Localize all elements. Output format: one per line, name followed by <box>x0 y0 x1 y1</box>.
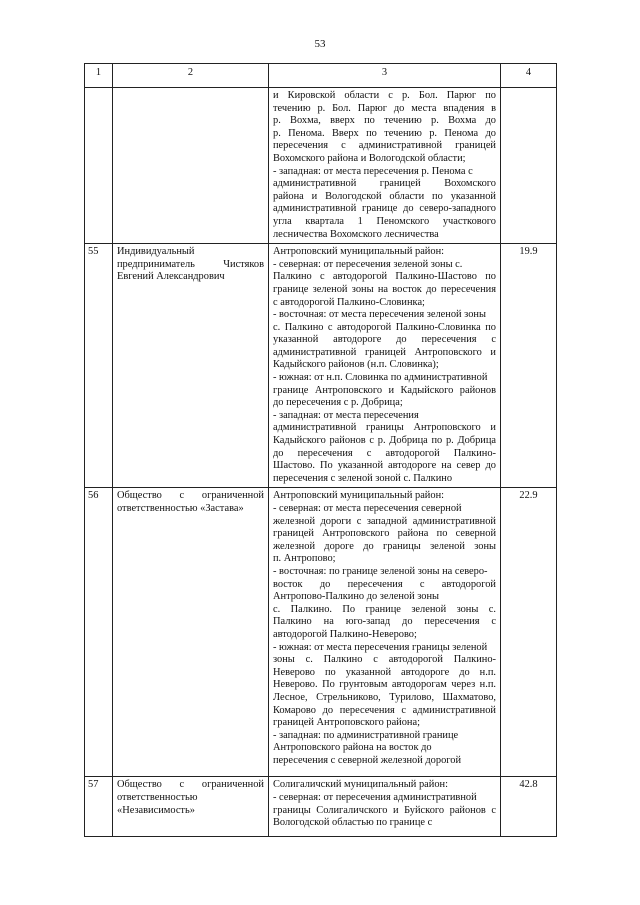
description-line: Антроповский муниципальный район: <box>273 246 445 258</box>
description-line: - северная: от пересечения зеленой зоны с. <box>273 258 463 270</box>
table-row <box>85 777 557 837</box>
description-line: р. Пеномa. Вверх по течению р. Пенома до <box>273 127 496 139</box>
description-line: границе зеленой зоны на восток до пересечения <box>273 283 496 295</box>
document-table <box>84 63 557 837</box>
description-line: Палкино на юго-запад до пересечения с <box>273 616 496 628</box>
description-line: Вохомского района и Вологодской области; <box>273 152 466 164</box>
description-line: указанной автодороге до пересечения с <box>273 334 496 346</box>
description-line: зоны с. Палкино с автодорогой Палкино- <box>273 654 496 666</box>
cell-num: 56 <box>85 488 113 777</box>
cell-area <box>501 88 557 244</box>
description-line: района и Вологодской области по указанной <box>273 190 496 202</box>
description-line: - северная: от пересечения административной <box>273 792 477 803</box>
description-lines <box>273 490 496 767</box>
description-line: административной границей Антроповского и <box>273 346 496 358</box>
table-row <box>85 488 557 777</box>
page-number: 53 <box>314 38 326 50</box>
table-row <box>85 244 557 488</box>
column-header-4: 4 <box>501 64 557 88</box>
description-line: - западная: от места пересечения р. Пенома с <box>273 165 473 177</box>
description-line: границе Антроповского и Кадыйского районов <box>273 384 496 396</box>
cell-owner: Общество с ограниченной ответственностью «Застава» <box>113 488 269 777</box>
description-line: п. Антропово; <box>273 553 336 565</box>
description-lines <box>273 779 496 829</box>
description-line: Лесное, Стрельниково, Турилово, Шахматово, <box>273 691 496 703</box>
cell-area: 22.9 <box>501 488 557 777</box>
description-line: Солигаличский муниципальный район: <box>273 779 448 791</box>
description-line: административной границе до северо-западного <box>273 203 496 215</box>
description-line: железной дороги с западной административной <box>273 515 496 527</box>
description-line: с автодорогой Палкино-Словинка; <box>273 296 425 308</box>
description-line: - восточная: по границе зеленой зоны на северо- <box>273 565 488 577</box>
cell-num: 55 <box>85 244 113 488</box>
description-line: пересечения с административной границей <box>273 140 496 152</box>
table-header-row <box>85 64 557 88</box>
description-line: угла квартала 1 Пеномского участкового <box>273 215 496 227</box>
description-line: - южная: от н.п. Словинка по административной <box>273 372 488 384</box>
description-lines <box>273 246 496 485</box>
description-line: Неверово по указанной автодороге до н.п. <box>273 666 496 678</box>
description-line: - западная: от места пересечения <box>273 409 419 421</box>
description-line: Антропово-Палкино до зеленой зоны <box>273 591 440 603</box>
description-line: пересечения с северной железной дорогой <box>273 754 462 766</box>
description-line: пересечения с зеленой зоной с. Палкино <box>273 472 453 484</box>
cell-num: 57 <box>85 777 113 837</box>
description-line: административной границей Вохомского <box>273 178 496 190</box>
description-line: Антроповского района на восток до <box>273 742 432 754</box>
description-line: Кадыйского районов (н.п. Словинка); <box>273 359 439 371</box>
description-line: восток до пересечения с автодорогой <box>273 578 496 590</box>
cell-num <box>85 88 113 244</box>
description-line: границей Антроповского района; <box>273 717 420 729</box>
description-line: Комарово до пересечения с административной <box>273 704 496 716</box>
description-line: - южная: от места пересечения границы зеленой <box>273 641 488 653</box>
cell-description <box>269 777 501 837</box>
description-line: Кадыйского районов с р. Добрица по р. Добрица <box>273 435 496 447</box>
description-line: Вологодской областью по границе с <box>273 817 433 829</box>
cell-owner: Индивидуальный предприниматель Чистяков Евгений Александрович <box>113 244 269 488</box>
description-line: - северная: от места пересечения северной <box>273 503 462 514</box>
description-line: Палкино с автодорогой Палкино-Шастово по <box>273 271 496 283</box>
description-line: автодорогой Палкино-Неверово; <box>273 628 417 640</box>
cell-owner <box>113 88 269 244</box>
description-line: и Кировской области с р. Бол. Парюг по <box>273 90 496 101</box>
description-line: Шастово. По указанной автодороге на север до <box>273 460 496 472</box>
description-line: до пересечения с автодорогой Палкино- <box>273 447 496 459</box>
description-line: Неверово. По грунтовым автодорогам через н.п. <box>273 679 496 691</box>
description-line: с. Палкино. По границе зеленой зоны с. <box>273 603 496 615</box>
description-line: границы Солигаличского и Буйского районов с <box>273 804 496 816</box>
description-line: течению р. Бол. Парюг до места впадения в <box>273 102 496 114</box>
description-line: р. Вохма, вверх по течению р. Вохма до <box>273 115 496 127</box>
description-line: - восточная: от места пересечения зеленой зоны <box>273 309 486 321</box>
table-row-continuation <box>85 88 557 244</box>
cell-owner: Общество с ограниченной ответственностью «Независимость» <box>113 777 269 837</box>
column-header-2: 2 <box>113 64 269 88</box>
description-line: с. Палкино с автодорогой Палкино-Словинка по <box>273 321 496 333</box>
cell-description <box>269 488 501 777</box>
description-line: границей Антроповского района по северной <box>273 528 496 540</box>
column-header-3: 3 <box>269 64 501 88</box>
description-line: административной границы Антроповского и <box>273 422 496 434</box>
description-line: железной дороге до границы зеленой зоны <box>273 540 496 552</box>
column-header-1: 1 <box>85 64 113 88</box>
cell-description <box>269 244 501 488</box>
description-line: Антроповский муниципальный район: <box>273 490 445 502</box>
description-line: - западная: по административной границе <box>273 729 459 741</box>
description-line: до пересечения с р. Добрица; <box>273 397 403 409</box>
cell-area: 42.8 <box>501 777 557 837</box>
cell-area: 19.9 <box>501 244 557 488</box>
description-line: лесничества Вохомского лесничества <box>273 228 439 240</box>
cell-description <box>269 88 501 244</box>
description-lines <box>273 90 496 241</box>
